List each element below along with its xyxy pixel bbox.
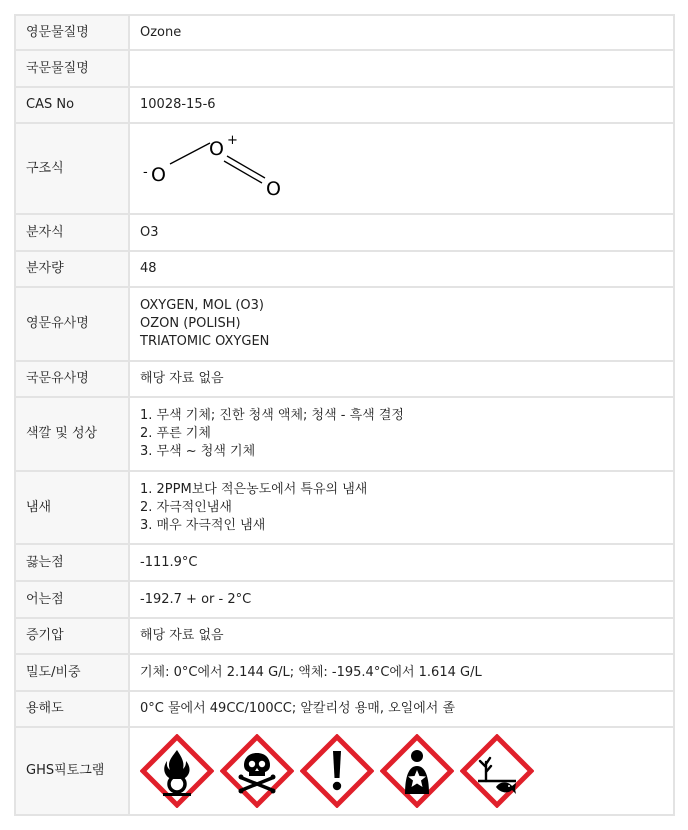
- row-label: 용해도: [15, 691, 129, 727]
- charge-plus: +: [227, 132, 238, 148]
- row-label: 영문유사명: [15, 287, 129, 361]
- skull-crossbones-icon: [220, 734, 294, 808]
- table-row: [15, 397, 674, 471]
- environment-icon: [460, 734, 534, 808]
- row-label: 국문유사명: [15, 361, 129, 397]
- english-name-value: Ozone: [129, 15, 674, 50]
- table-row: [15, 287, 674, 361]
- odor-line: 1. 2PPM보다 적은농도에서 특유의 냄새: [140, 481, 368, 497]
- table-row: [15, 691, 674, 727]
- freezing-point-value: -192.7 + or - 2°C: [129, 581, 674, 618]
- korean-synonyms-value: 해당 자료 없음: [129, 361, 674, 397]
- ghs-pictogram-list: [140, 734, 663, 808]
- table-row: [15, 87, 674, 123]
- ghs-pictograms-cell: [129, 727, 674, 815]
- health-hazard-icon: [380, 734, 454, 808]
- substance-info-table: [14, 14, 675, 816]
- row-label: 어는점: [15, 581, 129, 618]
- row-label: 국문물질명: [15, 50, 129, 87]
- color-state-value: [129, 397, 674, 471]
- cas-value: 10028-15-6: [129, 87, 674, 123]
- density-value: 기체: 0°C에서 2.144 G/L; 액체: -195.4°C에서 1.614 G/L: [129, 654, 674, 691]
- table-row: [15, 214, 674, 251]
- row-label: 증기압: [15, 618, 129, 654]
- synonym-line: OXYGEN, MOL (O3): [140, 298, 264, 313]
- row-label: GHS픽토그램: [15, 727, 129, 815]
- table-row: [15, 471, 674, 544]
- synonym-line: TRIATOMIC OXYGEN: [140, 334, 270, 349]
- odor-line: 3. 매우 자극적인 냄새: [140, 517, 266, 533]
- row-label: 영문물질명: [15, 15, 129, 50]
- table-row: [15, 654, 674, 691]
- atom-o-left: O: [151, 163, 166, 186]
- table-row: [15, 618, 674, 654]
- table-row: [15, 727, 674, 815]
- color-state-line: 2. 푸른 기체: [140, 426, 211, 441]
- color-state-line: 1. 무색 기체; 진한 청색 액체; 청색 - 흑색 결정: [140, 408, 404, 423]
- row-label: 구조식: [15, 123, 129, 214]
- odor-line: 2. 자극적인냄새: [140, 499, 232, 515]
- table-row: [15, 251, 674, 287]
- exclamation-mark-icon: [300, 734, 374, 808]
- table-row: [15, 123, 674, 214]
- weight-value: 48: [129, 251, 674, 287]
- atom-o-right: O: [266, 177, 281, 200]
- atom-o-middle: O: [209, 137, 224, 160]
- row-label: 냄새: [15, 471, 129, 544]
- structure-cell: [129, 123, 674, 214]
- flame-over-circle-icon: [140, 734, 214, 808]
- synonym-line: OZON (POLISH): [140, 316, 241, 331]
- odor-value: [129, 471, 674, 544]
- row-label: 색깔 및 성상: [15, 397, 129, 471]
- color-state-line: 3. 무색 ~ 청색 기체: [140, 444, 256, 459]
- solubility-value: 0°C 물에서 49CC/100CC; 알칼리성 용매, 오일에서 졸: [129, 691, 674, 727]
- row-label: 분자식: [15, 214, 129, 251]
- row-label: CAS No: [15, 87, 129, 123]
- formula-value: O3: [129, 214, 674, 251]
- vapor-pressure-value: 해당 자료 없음: [129, 618, 674, 654]
- table-row: [15, 544, 674, 581]
- ozone-structure-diagram: [140, 129, 300, 209]
- table-row: [15, 361, 674, 397]
- table-row: [15, 15, 674, 50]
- boiling-point-value: -111.9°C: [129, 544, 674, 581]
- english-synonyms-value: [129, 287, 674, 361]
- charge-minus: -: [143, 164, 148, 180]
- table-row: [15, 581, 674, 618]
- korean-name-value: [129, 50, 674, 87]
- row-label: 분자량: [15, 251, 129, 287]
- row-label: 밀도/비중: [15, 654, 129, 691]
- table-row: [15, 50, 674, 87]
- row-label: 끓는점: [15, 544, 129, 581]
